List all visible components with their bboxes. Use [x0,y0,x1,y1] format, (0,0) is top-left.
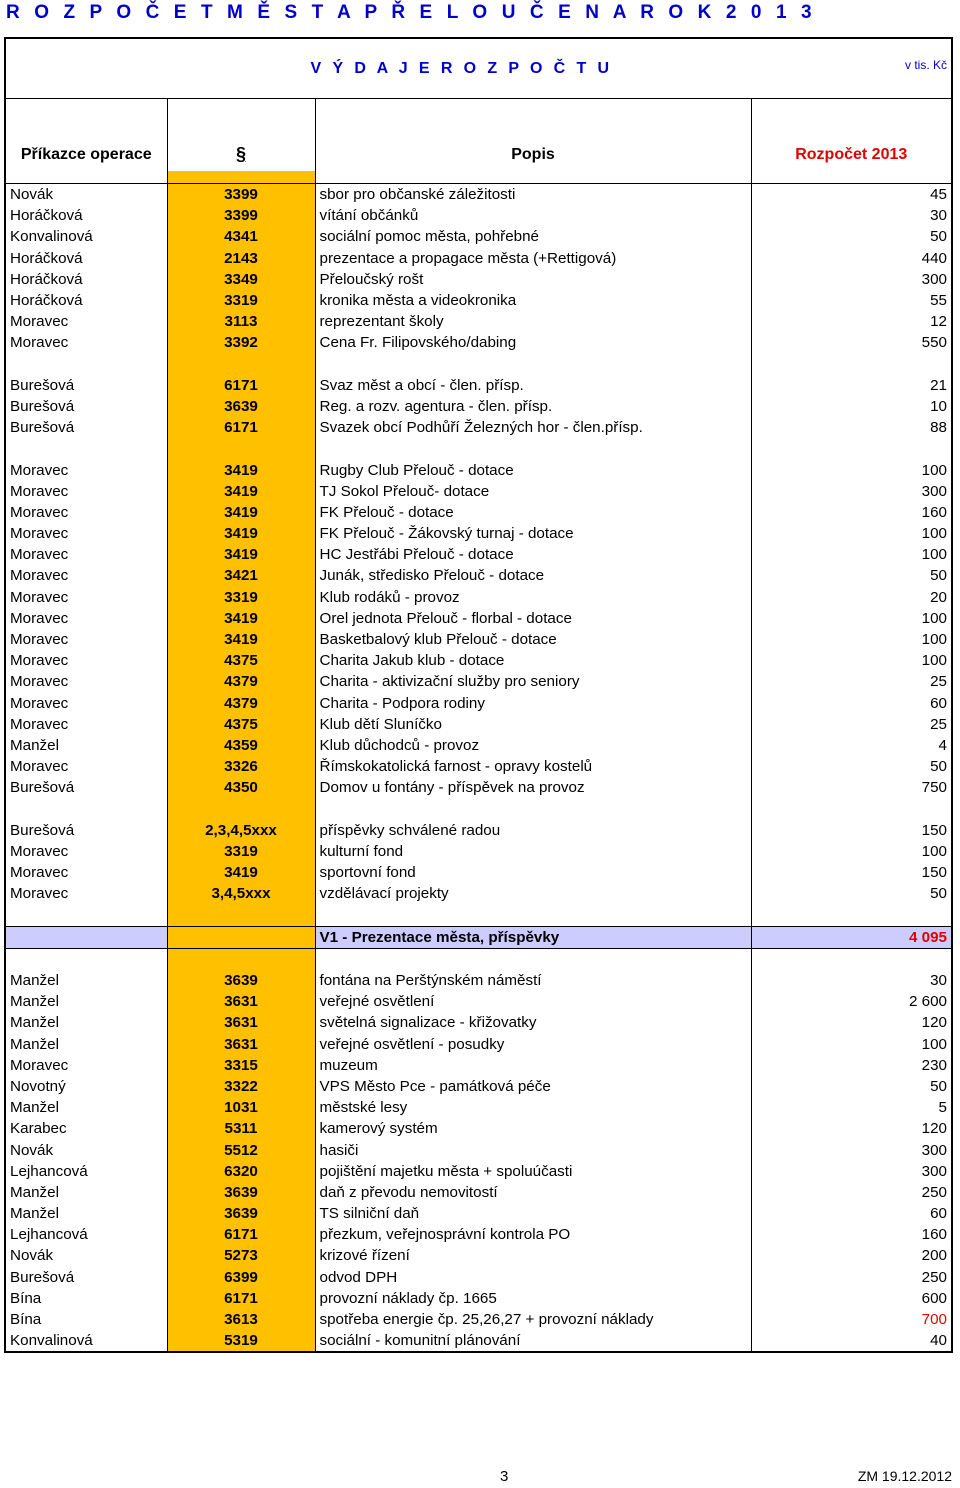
code-cell: 4375 [167,714,315,735]
blank-row [6,438,951,459]
table-row [6,883,951,904]
amount-cell: 750 [751,777,951,798]
code-cell: 3639 [167,396,315,417]
description-cell: FK Přelouč - Žákovský turnaj - dotace [315,523,751,544]
empty-cell [6,904,167,926]
description-cell: Charita Jakub klub - dotace [315,650,751,671]
blank-row [6,948,951,970]
footer-date: ZM 19.12.2012 [857,1468,952,1484]
amount-cell: 4 095 [751,926,951,948]
amount-cell: 160 [751,502,951,523]
description-cell: Klub důchodců - provoz [315,735,751,756]
code-cell: 3419 [167,481,315,502]
amount-cell: 2 600 [751,991,951,1012]
amount-cell: 25 [751,714,951,735]
operator-cell: Novák [10,1247,54,1265]
table-row [6,862,951,883]
operator-cell: Moravec [10,652,69,670]
amount-cell: 100 [751,523,951,544]
empty-cell [315,354,751,375]
table-row [6,1330,951,1351]
amount-cell: 300 [751,269,951,290]
table-row [6,311,951,332]
code-cell: 3,4,5xxx [167,883,315,904]
table-row [6,205,951,226]
code-cell: 5319 [167,1330,315,1351]
code-cell: 6171 [167,417,315,438]
empty-cell [315,948,751,970]
table-row [6,1309,951,1330]
description-cell: HC Jestřábi Přelouč - dotace [315,544,751,565]
code-cell: 3419 [167,862,315,883]
section-title: V Ý D A J E R O Z P O Č T U [6,39,751,99]
operator-cell: Konvalinová [10,1332,93,1350]
operator-cell: Lejhancová [10,1162,88,1180]
description-cell: světelná signalizace - křižovatky [315,1012,751,1033]
budget-sheet [4,37,953,1353]
code-cell: 1031 [167,1097,315,1118]
table-row [6,693,951,714]
table-row [6,502,951,523]
blank-row [6,904,951,926]
operator-cell: Moravec [10,631,69,649]
operator-cell: Lejhancová [10,1226,88,1244]
operator-cell: Moravec [10,609,69,627]
code-cell: 3631 [167,1012,315,1033]
description-cell: FK Přelouč - dotace [315,502,751,523]
gap-row [6,171,951,184]
operator-cell: Moravec [10,758,69,776]
operator-cell: Manžel [10,993,59,1011]
code-cell: 3419 [167,544,315,565]
amount-cell: 50 [751,1076,951,1097]
amount-cell: 4 [751,735,951,756]
amount-cell: 100 [751,459,951,480]
operator-cell: Moravec [10,546,69,564]
operator-cell: Moravec [10,313,69,331]
amount-cell: 100 [751,544,951,565]
description-cell: Orel jednota Přelouč - florbal - dotace [315,608,751,629]
empty-cell [6,948,167,970]
description-cell: Klub dětí Sluníčko [315,714,751,735]
amount-cell: 30 [751,970,951,991]
description-cell: kronika města a videokronika [315,290,751,311]
description-cell: Reg. a rozv. agentura - člen. přísp. [315,396,751,417]
section-header-row [6,39,951,99]
amount-cell: 21 [751,375,951,396]
code-cell: 3419 [167,502,315,523]
code-cell: 3613 [167,1309,315,1330]
table-row [6,417,951,438]
table-row [6,1055,951,1076]
operator-cell: Horáčková [10,249,83,267]
table-row [6,714,951,735]
operator-cell: Novotný [10,1077,66,1095]
operator-cell: Horáčková [10,207,83,225]
code-cell: 3419 [167,608,315,629]
code-cell: 5311 [167,1118,315,1139]
amount-cell: 550 [751,332,951,353]
header-operator: Příkazce operace [20,146,152,163]
code-cell: 4379 [167,671,315,692]
table-row [6,290,951,311]
operator-cell: Moravec [10,1056,69,1074]
empty-cell [315,904,751,926]
description-cell: Cena Fr. Filipovského/dabing [315,332,751,353]
empty-cell [751,354,951,375]
table-row [6,459,951,480]
description-cell: městské lesy [315,1097,751,1118]
amount-cell: 50 [751,883,951,904]
table-row [6,1182,951,1203]
description-cell: kulturní fond [315,841,751,862]
operator-cell [6,926,167,948]
description-cell: V1 - Prezentace města, příspěvky [315,926,751,948]
description-cell: fontána na Perštýnském náměstí [315,970,751,991]
code-cell: 3419 [167,629,315,650]
table-row [6,565,951,586]
table-row [6,184,951,206]
table-row [6,650,951,671]
table-row [6,629,951,650]
operator-cell: Moravec [10,503,69,521]
operator-cell: Moravec [10,673,69,691]
code-cell: 3421 [167,565,315,586]
blank-row [6,798,951,819]
table-row [6,523,951,544]
table-row [6,587,951,608]
amount-cell: 20 [751,587,951,608]
code-cell: 6399 [167,1267,315,1288]
code-cell: 3349 [167,269,315,290]
operator-cell: Manžel [10,1183,59,1201]
description-cell: pojištění majetku města + spoluúčasti [315,1161,751,1182]
operator-cell: Moravec [10,567,69,585]
operator-cell: Moravec [10,525,69,543]
code-cell: 3419 [167,523,315,544]
amount-cell: 150 [751,820,951,841]
table-row [6,841,951,862]
empty-cell [751,948,951,970]
table-row [6,1245,951,1266]
operator-cell: Novák [10,1141,54,1159]
code-cell: 4379 [167,693,315,714]
description-cell: sbor pro občanské záležitosti [315,184,751,206]
code-cell: 6320 [167,1161,315,1182]
amount-cell: 45 [751,184,951,206]
empty-cell [167,438,315,459]
operator-cell: Manžel [10,1205,59,1223]
page-number: 3 [500,1468,509,1485]
code-cell: 5512 [167,1139,315,1160]
code-cell: 3319 [167,290,315,311]
operator-cell: Manžel [10,1014,59,1032]
description-cell: daň z převodu nemovitostí [315,1182,751,1203]
table-row [6,608,951,629]
amount-cell: 60 [751,1203,951,1224]
operator-cell: Burešová [10,419,75,437]
column-header-row [6,99,951,172]
table-row [6,671,951,692]
amount-cell: 50 [751,565,951,586]
amount-cell: 600 [751,1288,951,1309]
operator-cell: Burešová [10,821,75,839]
code-cell: 3631 [167,1034,315,1055]
amount-cell: 55 [751,290,951,311]
description-cell: Přeloučský rošt [315,269,751,290]
description-cell: Svaz měst a obcí - člen. přísp. [315,375,751,396]
amount-cell: 300 [751,481,951,502]
table-row [6,756,951,777]
amount-cell: 700 [751,1309,951,1330]
operator-cell: Horáčková [10,270,83,288]
empty-cell [167,904,315,926]
empty-cell [315,171,751,184]
description-cell: Charita - aktivizační služby pro seniory [315,671,751,692]
table-row [6,1076,951,1097]
table-row [6,375,951,396]
code-cell: 3319 [167,841,315,862]
empty-cell [167,798,315,819]
table-row [6,1161,951,1182]
operator-cell: Moravec [10,885,69,903]
description-cell: Junák, středisko Přelouč - dotace [315,565,751,586]
code-cell: 3419 [167,459,315,480]
description-cell: sociální pomoc města, pohřebné [315,226,751,247]
operator-cell: Burešová [10,376,75,394]
description-cell: hasiči [315,1139,751,1160]
amount-cell: 100 [751,629,951,650]
description-cell: Římskokatolická farnost - opravy kostelů [315,756,751,777]
amount-cell: 50 [751,756,951,777]
amount-cell: 120 [751,1118,951,1139]
amount-cell: 150 [751,862,951,883]
amount-cell: 300 [751,1161,951,1182]
operator-cell: Manžel [10,1099,59,1117]
empty-cell [167,171,315,184]
code-cell: 3315 [167,1055,315,1076]
code-cell: 3639 [167,970,315,991]
description-cell: Domov u fontány - příspěvek na provoz [315,777,751,798]
code-cell: 3399 [167,184,315,206]
empty-cell [315,798,751,819]
table-row [6,1267,951,1288]
amount-cell: 250 [751,1267,951,1288]
table-row [6,226,951,247]
description-cell: veřejné osvětlení [315,991,751,1012]
description-cell: reprezentant školy [315,311,751,332]
table-row [6,1288,951,1309]
operator-cell: Burešová [10,397,75,415]
description-cell: vítání občánků [315,205,751,226]
amount-cell: 40 [751,1330,951,1351]
operator-cell: Manžel [10,1035,59,1053]
operator-cell: Moravec [10,694,69,712]
description-cell: Svazek obcí Podhůří Železných hor - člen.přísp. [315,417,751,438]
code-cell: 3326 [167,756,315,777]
amount-cell: 300 [751,1139,951,1160]
description-cell: VPS Město Pce - památková péče [315,1076,751,1097]
description-cell: kamerový systém [315,1118,751,1139]
operator-cell: Moravec [10,715,69,733]
empty-cell [6,354,167,375]
code-cell: 4350 [167,777,315,798]
operator-cell: Moravec [10,588,69,606]
code-cell: 3631 [167,991,315,1012]
amount-cell: 10 [751,396,951,417]
code-cell: 2143 [167,248,315,269]
empty-cell [167,948,315,970]
amount-cell: 160 [751,1224,951,1245]
header-budget: Rozpočet 2013 [751,99,951,172]
code-cell: 6171 [167,1224,315,1245]
description-cell: Klub rodáků - provoz [315,587,751,608]
operator-cell: Burešová [10,779,75,797]
blank-row [6,354,951,375]
amount-cell: 100 [751,841,951,862]
operator-cell: Karabec [10,1120,67,1138]
table-row [6,481,951,502]
empty-cell [6,798,167,819]
description-cell: krizové řízení [315,1245,751,1266]
table-row [6,1203,951,1224]
header-description: Popis [315,99,751,172]
amount-cell: 30 [751,205,951,226]
operator-cell: Konvalinová [10,228,93,246]
operator-cell: Novák [10,186,54,204]
code-cell: 3639 [167,1203,315,1224]
table-row [6,1139,951,1160]
code-cell: 3113 [167,311,315,332]
code-cell: 6171 [167,375,315,396]
code-cell: 3639 [167,1182,315,1203]
description-cell: sociální - komunitní plánování [315,1330,751,1351]
empty-cell [751,798,951,819]
table-row [6,820,951,841]
header-code [167,99,315,172]
description-cell: Rugby Club Přelouč - dotace [315,459,751,480]
amount-cell: 440 [751,248,951,269]
operator-cell: Bína [10,1289,42,1307]
amount-cell: 60 [751,693,951,714]
table-row [6,735,951,756]
amount-cell: 120 [751,1012,951,1033]
header-code-symbol: § [235,144,246,164]
code-cell: 4341 [167,226,315,247]
code-cell: 4375 [167,650,315,671]
empty-cell [6,438,167,459]
description-cell: TJ Sokol Přelouč- dotace [315,481,751,502]
operator-cell: Burešová [10,1268,75,1286]
code-cell [167,926,315,948]
table-row [6,1034,951,1055]
empty-cell [315,438,751,459]
description-cell: Charita - Podpora rodiny [315,693,751,714]
code-cell: 3399 [167,205,315,226]
subtotal-row [6,926,951,948]
description-cell: muzeum [315,1055,751,1076]
table-row [6,396,951,417]
operator-cell: Moravec [10,864,69,882]
description-cell: veřejné osvětlení - posudky [315,1034,751,1055]
unit-label: v tis. Kč [751,39,951,99]
operator-cell: Moravec [10,334,69,352]
table-row [6,1012,951,1033]
amount-cell: 25 [751,671,951,692]
amount-cell: 50 [751,226,951,247]
operator-cell: Moravec [10,842,69,860]
code-cell: 4359 [167,735,315,756]
code-cell: 3319 [167,587,315,608]
operator-cell: Manžel [10,972,59,990]
code-cell: 6171 [167,1288,315,1309]
table-row [6,1097,951,1118]
empty-cell [751,904,951,926]
amount-cell: 88 [751,417,951,438]
description-cell: odvod DPH [315,1267,751,1288]
code-cell: 2,3,4,5xxx [167,820,315,841]
description-cell: Basketbalový klub Přelouč - dotace [315,629,751,650]
description-cell: příspěvky schválené radou [315,820,751,841]
description-cell: spotřeba energie čp. 25,26,27 + provozní náklady [315,1309,751,1330]
table-row [6,777,951,798]
amount-cell: 250 [751,1182,951,1203]
operator-cell: Moravec [10,482,69,500]
description-cell: TS silniční daň [315,1203,751,1224]
code-cell: 5273 [167,1245,315,1266]
budget-table [6,39,951,1351]
amount-cell: 12 [751,311,951,332]
amount-cell: 230 [751,1055,951,1076]
table-row [6,991,951,1012]
empty-cell [167,354,315,375]
empty-cell [6,171,167,184]
description-cell: sportovní fond [315,862,751,883]
operator-cell: Bína [10,1311,42,1329]
operator-cell: Moravec [10,461,69,479]
table-row [6,269,951,290]
table-row [6,544,951,565]
table-row [6,248,951,269]
amount-cell: 100 [751,608,951,629]
empty-cell [751,171,951,184]
amount-cell: 100 [751,1034,951,1055]
empty-cell [751,438,951,459]
description-cell: přezkum, veřejnosprávní kontrola PO [315,1224,751,1245]
code-cell: 3392 [167,332,315,353]
table-row [6,1224,951,1245]
description-cell: provozní náklady čp. 1665 [315,1288,751,1309]
description-cell: prezentace a propagace města (+Rettigová) [315,248,751,269]
table-row [6,332,951,353]
code-cell: 3322 [167,1076,315,1097]
amount-cell: 5 [751,1097,951,1118]
operator-cell: Horáčková [10,292,83,310]
table-row [6,1118,951,1139]
description-cell: vzdělávací projekty [315,883,751,904]
operator-cell: Manžel [10,736,59,754]
amount-cell: 100 [751,650,951,671]
document-title: R O Z P O Č E T M Ě S T A P Ř E L O U Č E N A R O K 2 0 1 3 [6,2,817,23]
table-row [6,970,951,991]
amount-cell: 200 [751,1245,951,1266]
